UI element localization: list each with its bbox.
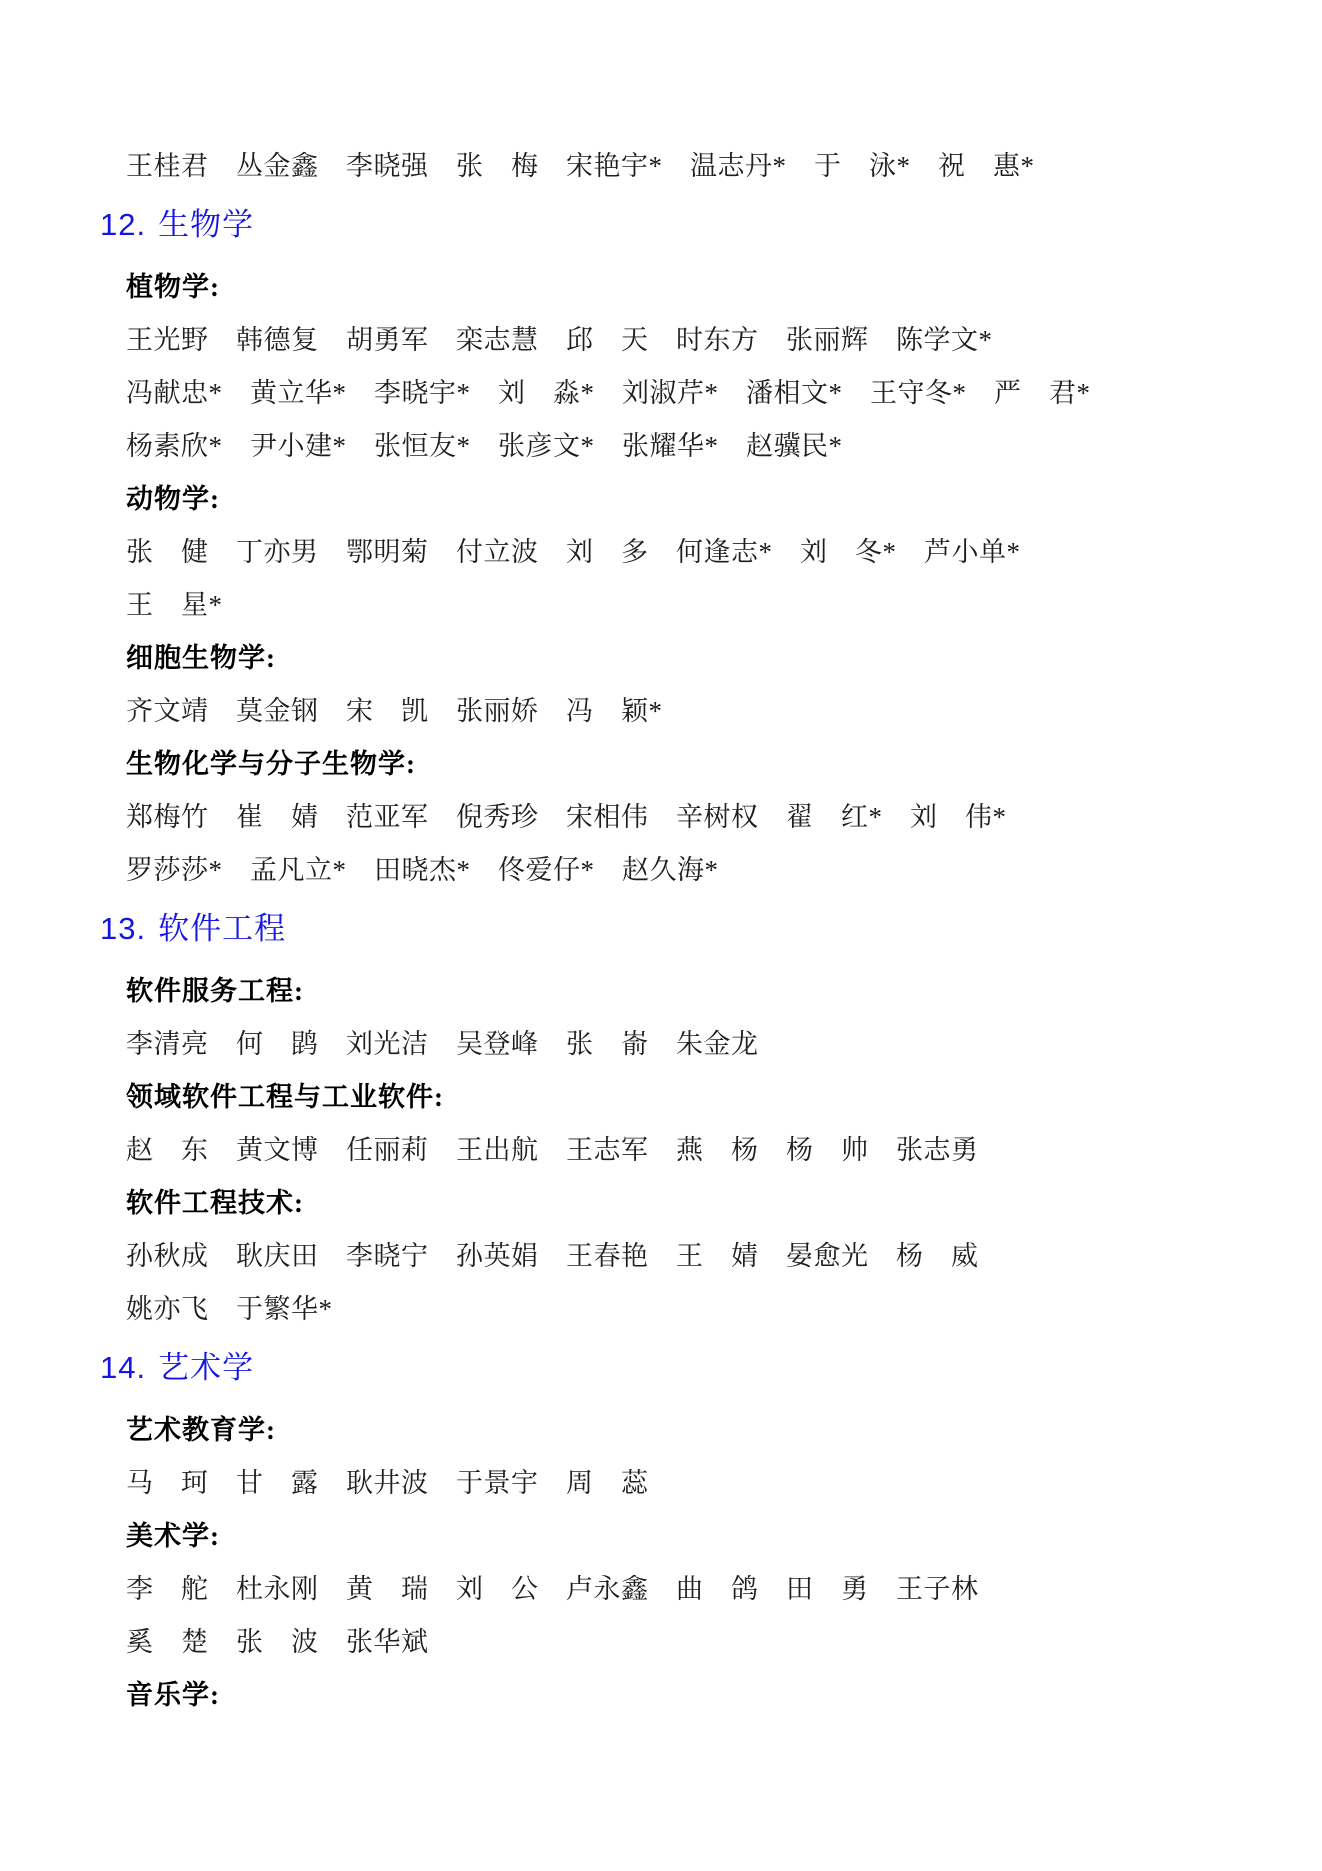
section-number: 13. xyxy=(100,911,147,946)
name-line: 张 健 丁亦男 鄂明菊 付立波 刘 多 何逢志* 刘 冬* 芦小单* xyxy=(126,537,1021,567)
name-line: 郑梅竹 崔 婧 范亚军 倪秀珍 宋相伟 辛树权 翟 红* 刘 伟* xyxy=(126,802,1007,832)
name-line: 齐文靖 莫金钢 宋 凯 张丽娇 冯 颖* xyxy=(126,696,663,726)
name-line: 杨素欣* 尹小建* 张恒友* 张彦文* 张耀华* 赵骥民* xyxy=(126,431,843,461)
name-line: 王 星* xyxy=(126,590,223,620)
name-line: 李 舵 杜永刚 黄 瑞 刘 公 卢永鑫 曲 鸽 田 勇 王子林 xyxy=(126,1574,979,1604)
subsection-label-domain-software: 领域软件工程与工业软件: xyxy=(126,1082,444,1112)
name-line: 奚 楚 张 波 张华斌 xyxy=(126,1627,429,1657)
name-line: 冯献忠* 黄立华* 李晓宇* 刘 淼* 刘淑芹* 潘相文* 王守冬* 严 君* xyxy=(126,378,1091,408)
section-title: 软件工程 xyxy=(158,911,287,946)
section-heading-biology xyxy=(100,198,1226,251)
name-line: 孙秋成 耿庆田 李晓宁 孙英娟 王春艳 王 婧 晏愈光 杨 威 xyxy=(126,1241,979,1271)
name-line: 马 珂 甘 露 耿井波 于景宇 周 蕊 xyxy=(126,1468,649,1498)
name-line: 赵 东 黄文博 任丽莉 王出航 王志军 燕 杨 杨 帅 张志勇 xyxy=(126,1135,979,1165)
section-number: 14. xyxy=(100,1350,147,1385)
name-line: 罗莎莎* 孟凡立* 田晓杰* 佟爱仔* 赵久海* xyxy=(126,855,719,885)
section-heading-software-engineering xyxy=(100,902,1226,955)
subsection-label-cell-biology: 细胞生物学: xyxy=(126,643,276,673)
subsection-label-fine-arts: 美术学: xyxy=(126,1521,220,1551)
subsection-label-art-education: 艺术教育学: xyxy=(126,1415,276,1445)
section-title: 艺术学 xyxy=(158,1350,255,1385)
section-heading-art xyxy=(100,1341,1226,1394)
subsection-label-botany: 植物学: xyxy=(126,272,220,302)
section-number: 12. xyxy=(100,207,147,242)
section-title: 生物学 xyxy=(158,207,255,242)
name-line: 王光野 韩德复 胡勇军 栾志慧 邱 天 时东方 张丽辉 陈学文* xyxy=(126,325,993,355)
subsection-label-biochemistry: 生物化学与分子生物学: xyxy=(126,749,416,779)
subsection-label-software-service: 软件服务工程: xyxy=(126,976,304,1006)
name-line: 姚亦飞 于繁华* xyxy=(126,1294,333,1324)
subsection-label-zoology: 动物学: xyxy=(126,484,220,514)
continuation-name-line: 王桂君 丛金鑫 李晓强 张 梅 宋艳宇* 温志丹* 于 泳* 祝 惠* xyxy=(126,151,1035,181)
subsection-label-musicology: 音乐学: xyxy=(126,1680,220,1710)
subsection-label-software-tech: 软件工程技术: xyxy=(126,1188,304,1218)
name-line: 李清亮 何 鹍 刘光洁 吴登峰 张 嵛 朱金龙 xyxy=(126,1029,759,1059)
